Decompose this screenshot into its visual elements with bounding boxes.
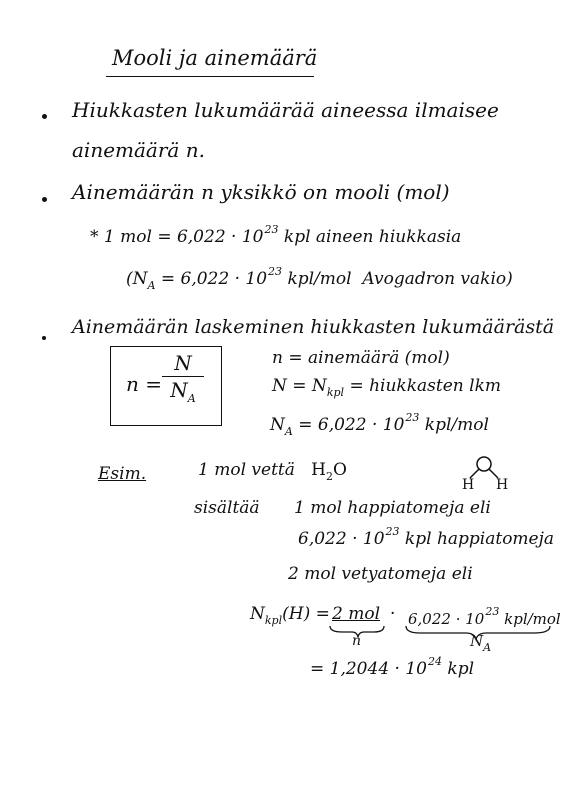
underbrace-na-label: [470, 634, 491, 653]
eq-na-value: 6,022 · 10: [408, 610, 485, 628]
result-unit: kpl: [447, 659, 475, 679]
bullet-dot: [42, 114, 47, 119]
mol-definition: * 1 mol = 6,022 · 10: [90, 227, 264, 247]
formula-fraction: [162, 352, 204, 405]
mol-definition-suffix: kpl aineen hiukkasia: [283, 227, 462, 247]
def2-suffix: = hiukkasten lkm: [344, 376, 501, 396]
avogadro-label: Avogadron vakio): [362, 269, 513, 289]
definition-n: n = ainemäärä (mol): [272, 348, 450, 368]
exponent: 23: [405, 411, 420, 424]
subscript: A: [284, 425, 293, 438]
exponent: 23: [485, 605, 500, 618]
underbrace-na-symbol: N: [470, 632, 484, 650]
denominator-symbol: N: [170, 378, 188, 402]
example-line3-value: 6,022 · 10: [298, 529, 385, 549]
bullet2-line1: Ainemäärän n yksikkö on mooli (mol): [72, 180, 450, 204]
example-line1-text: 1 mol vettä: [198, 460, 295, 480]
subscript: kpl: [264, 614, 283, 627]
def3-prefix: N: [270, 415, 285, 435]
exponent: 23: [268, 265, 283, 278]
fraction-bar: [162, 376, 204, 377]
avogadro-line: [126, 266, 513, 291]
avogadro-symbol: (N: [126, 269, 148, 289]
eq-lhs-symbol: N: [250, 604, 265, 624]
water-sub: 2: [325, 470, 333, 483]
eq-na-unit: kpl/mol: [504, 610, 561, 628]
example-line3: [298, 526, 554, 548]
equation-dot: ·: [390, 604, 396, 624]
equation-result: [310, 656, 474, 678]
bullet1-line2: ainemäärä n.: [72, 138, 205, 162]
equation-lhs: [250, 606, 330, 626]
definition-NA: [270, 412, 489, 437]
def3-unit: kpl/mol: [424, 415, 489, 435]
def3-value: = 6,022 · 10: [292, 415, 405, 435]
avogadro-unit: kpl/mol: [287, 269, 352, 289]
underbrace-n-label: n: [352, 633, 362, 649]
bullet-dot: [42, 336, 46, 340]
subscript: A: [147, 279, 156, 292]
water-o: O: [332, 460, 347, 480]
eq-n-value: 2 mol: [332, 604, 381, 624]
example-line4: 2 mol vetyatomeja eli: [288, 564, 473, 584]
molecule-atom-h2: H: [496, 477, 509, 493]
exponent: 23: [264, 223, 279, 236]
example-line1: [198, 462, 347, 482]
water-h: H: [311, 460, 326, 480]
title-underline: [106, 76, 314, 77]
exponent: 23: [385, 525, 400, 538]
def2-prefix: N = N: [272, 376, 327, 396]
bullet2-line2: [90, 224, 461, 246]
formula-numerator: N: [174, 351, 192, 375]
bullet-dot: [42, 197, 47, 202]
bullet1-line1: Hiukkasten lukumäärää aineessa ilmaisee: [72, 98, 499, 122]
molecule-atom-h1: H: [462, 477, 475, 493]
definition-N: [272, 378, 501, 398]
example-line2: 1 mol happiatomeja eli: [294, 498, 491, 518]
subscript: A: [187, 392, 196, 405]
example-label: Esim.: [98, 464, 147, 484]
formula-denominator: [170, 379, 195, 405]
formula-lhs: n =: [126, 372, 162, 396]
equation-n-value: [332, 606, 380, 623]
page-title: Mooli ja ainemäärä: [112, 46, 318, 70]
result-value: = 1,2044 · 10: [310, 659, 427, 679]
exponent: 24: [427, 655, 442, 668]
avogadro-value: = 6,022 · 10: [155, 269, 268, 289]
example-contains: sisältää: [194, 498, 260, 518]
example-line3-suffix: kpl happiatomeja: [399, 529, 555, 549]
subscript: kpl: [326, 386, 345, 399]
bullet3-line1: Ainemäärän laskeminen hiukkasten lukumäärästä: [72, 316, 555, 338]
subscript: A: [483, 641, 492, 654]
eq-lhs-paren: (H) =: [282, 604, 330, 624]
